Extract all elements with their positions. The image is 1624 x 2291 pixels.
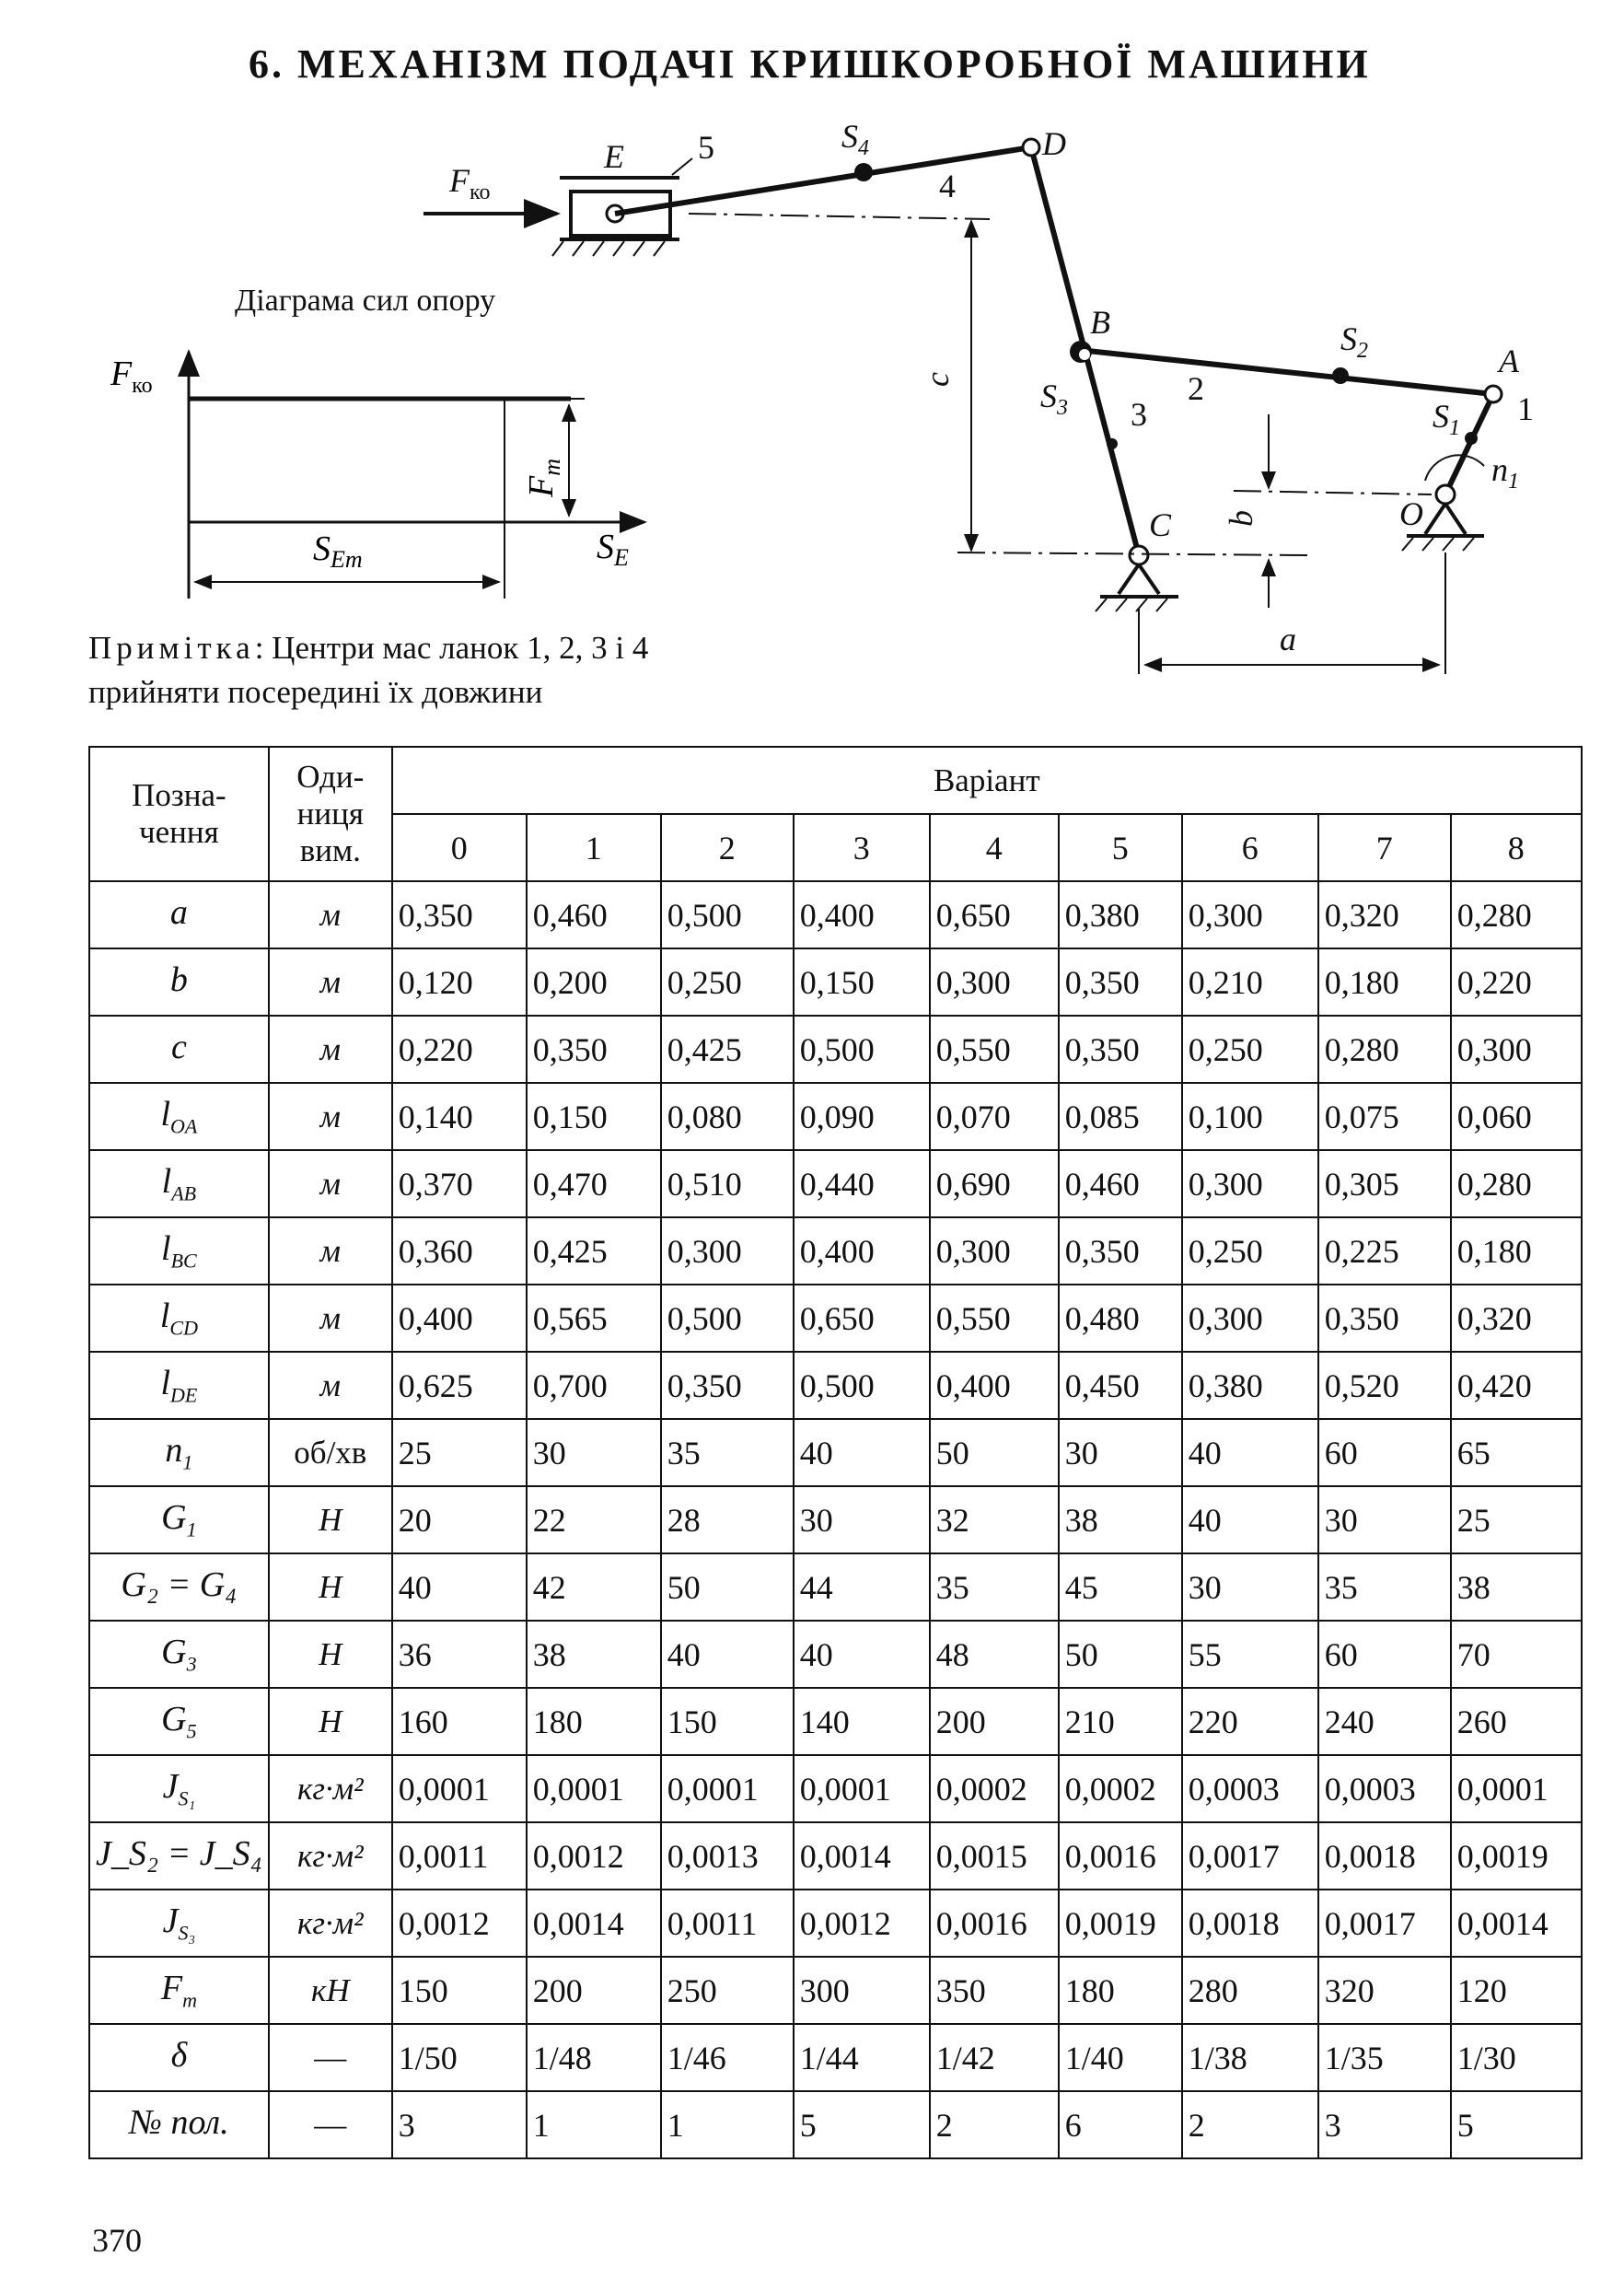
diagram-caption: Діаграма сил опору [235, 284, 496, 318]
joint-d [1023, 139, 1039, 156]
table-cell: 0,0017 [1182, 1822, 1318, 1890]
table-cell: 30 [1059, 1419, 1182, 1486]
parameter-symbol: $l_{AB}$ [89, 1150, 269, 1217]
table-cell: 0,180 [1318, 948, 1451, 1016]
note-text: : Центри мас ланок 1, 2, 3 і 4 [254, 630, 649, 666]
table-cell: 32 [930, 1486, 1059, 1553]
table-row [89, 1419, 1582, 1486]
table-cell: 0,500 [661, 881, 794, 948]
table-cell: 0,0001 [661, 1755, 794, 1822]
svg-text:S2: $S_2$ [1340, 320, 1368, 363]
parameter-symbol: δ [89, 2024, 269, 2091]
table-body [89, 881, 1582, 2158]
table-cell: 48 [930, 1621, 1059, 1688]
table-cell: 0,0019 [1451, 1822, 1582, 1890]
svg-text:c: c [919, 372, 956, 387]
svg-text:3: 3 [1131, 396, 1147, 433]
link-2 [1079, 350, 1493, 394]
table-cell: 0,0011 [661, 1890, 794, 1957]
resistance-force-diagram [110, 352, 644, 599]
table-cell: 0,350 [392, 881, 527, 948]
joint-o [1436, 485, 1455, 504]
parameter-unit: м [269, 1150, 392, 1217]
svg-text:E: E [604, 138, 624, 175]
page-title: 6. МЕХАНІЗМ ПОДАЧІ КРИШКОРОБНОЇ МАШИНИ [249, 41, 1371, 87]
table-cell: 0,500 [794, 1352, 930, 1419]
parameter-unit: об/хв [269, 1419, 392, 1486]
table-row [89, 1688, 1582, 1755]
table-cell: 0,0001 [392, 1755, 527, 1822]
table-cell: 36 [392, 1621, 527, 1688]
svg-text:O: O [1399, 495, 1423, 532]
table-cell: 0,280 [1451, 881, 1582, 948]
table-cell: 0,550 [930, 1016, 1059, 1083]
table-cell: 220 [1182, 1688, 1318, 1755]
table-row [89, 1957, 1582, 2024]
force-axis-label: $F_{ко}$ [110, 355, 153, 398]
table-cell: 65 [1451, 1419, 1582, 1486]
table-cell: 0,280 [1451, 1150, 1582, 1217]
header-variant: Варіант [392, 747, 1582, 814]
parameter-unit: — [269, 2091, 392, 2158]
parameter-unit: кН [269, 1957, 392, 2024]
table-cell: 0,0013 [661, 1822, 794, 1890]
table-cell: 0,0001 [527, 1755, 661, 1822]
variant-header-0: 0 [392, 814, 527, 881]
table-cell: 140 [794, 1688, 930, 1755]
table-cell: 40 [661, 1621, 794, 1688]
table-cell: 0,0016 [1059, 1822, 1182, 1890]
table-cell: 25 [392, 1419, 527, 1486]
table-cell: 0,320 [1318, 881, 1451, 948]
table-cell: 150 [392, 1957, 527, 2024]
table-cell: 0,380 [1182, 1352, 1318, 1419]
table-cell: 240 [1318, 1688, 1451, 1755]
parameter-unit: кг·м² [269, 1822, 392, 1890]
svg-text:1: 1 [1517, 390, 1534, 427]
table-cell: 0,0014 [794, 1822, 930, 1890]
table-cell: 0,220 [1451, 948, 1582, 1016]
table-cell: 28 [661, 1486, 794, 1553]
svg-text:a: a [1280, 621, 1296, 657]
table-cell: 0,150 [794, 948, 930, 1016]
table-cell: 0,150 [527, 1083, 661, 1150]
table-row [89, 1621, 1582, 1688]
parameter-unit: м [269, 1217, 392, 1285]
table-cell: 0,350 [1059, 948, 1182, 1016]
table-row [89, 1890, 1582, 1957]
table-row [89, 1822, 1582, 1890]
table-row [89, 2091, 1582, 2158]
parameter-symbol: J_S₂ = J_S₄ [89, 1822, 269, 1890]
table-cell: 160 [392, 1688, 527, 1755]
table-cell: 1/30 [1451, 2024, 1582, 2091]
table-cell: 0,565 [527, 1285, 661, 1352]
table-cell: 1/50 [392, 2024, 527, 2091]
table-cell: 35 [661, 1419, 794, 1486]
table-row [89, 2024, 1582, 2091]
table-cell: 50 [930, 1419, 1059, 1486]
table-cell: 0,300 [1451, 1016, 1582, 1083]
note [88, 626, 648, 715]
parameter-unit: Н [269, 1486, 392, 1553]
table-cell: 0,140 [392, 1083, 527, 1150]
table-cell: 0,400 [794, 881, 930, 948]
table-cell: 0,0018 [1318, 1822, 1451, 1890]
svg-text:D: D [1042, 125, 1066, 162]
table-cell: 60 [1318, 1621, 1451, 1688]
table-cell: 0,0011 [392, 1822, 527, 1890]
table-cell: 0,250 [1182, 1016, 1318, 1083]
parameter-symbol: G₂ = G₄ [89, 1553, 269, 1621]
joint-c [1130, 546, 1148, 564]
table-row [89, 1150, 1582, 1217]
table-row [89, 1553, 1582, 1621]
parameter-symbol: $J_{S_1}$ [89, 1755, 269, 1822]
parameter-unit: Н [269, 1688, 392, 1755]
table-cell: 1/40 [1059, 2024, 1182, 2091]
table-cell: 1 [661, 2091, 794, 2158]
variant-header-6: 6 [1182, 814, 1318, 881]
table-cell: 0,650 [794, 1285, 930, 1352]
table-cell: 0,250 [661, 948, 794, 1016]
table-cell: 260 [1451, 1688, 1582, 1755]
table-cell: 1/48 [527, 2024, 661, 2091]
table-cell: 0,120 [392, 948, 527, 1016]
variant-header-5: 5 [1059, 814, 1182, 881]
table-cell: 0,0012 [392, 1890, 527, 1957]
table-cell: 0,480 [1059, 1285, 1182, 1352]
table-cell: 35 [930, 1553, 1059, 1621]
table-row [89, 948, 1582, 1016]
table-cell: 0,0014 [527, 1890, 661, 1957]
mechanism-labels [448, 118, 1534, 657]
table-cell: 2 [930, 2091, 1059, 2158]
parameter-unit: м [269, 1083, 392, 1150]
table-cell: 35 [1318, 1553, 1451, 1621]
table-cell: 0,0001 [1451, 1755, 1582, 1822]
table-cell: 0,690 [930, 1150, 1059, 1217]
table-row [89, 881, 1582, 948]
parameter-symbol: $n_1$ [89, 1419, 269, 1486]
table-cell: 45 [1059, 1553, 1182, 1621]
table-cell: 0,0019 [1059, 1890, 1182, 1957]
table-cell: 200 [527, 1957, 661, 2024]
parameter-unit: м [269, 1285, 392, 1352]
parameter-symbol: $l_{BC}$ [89, 1217, 269, 1285]
table-cell: 0,0017 [1318, 1890, 1451, 1957]
table-cell: 55 [1182, 1621, 1318, 1688]
variant-header-7: 7 [1318, 814, 1451, 881]
table-cell: 0,350 [1318, 1285, 1451, 1352]
variant-header-1: 1 [527, 814, 661, 881]
table-cell: 38 [1451, 1553, 1582, 1621]
parameter-unit: кг·м² [269, 1890, 392, 1957]
table-cell: 0,200 [527, 948, 661, 1016]
table-row [89, 1083, 1582, 1150]
table-cell: 0,400 [794, 1217, 930, 1285]
svg-text:A: A [1499, 343, 1519, 379]
table-cell: 0,220 [392, 1016, 527, 1083]
table-row [89, 1486, 1582, 1553]
table-cell: 0,080 [661, 1083, 794, 1150]
table-cell: 0,460 [1059, 1150, 1182, 1217]
table-cell: 1/38 [1182, 2024, 1318, 2091]
table-cell: 5 [1451, 2091, 1582, 2158]
parameter-symbol: $G_5$ [89, 1688, 269, 1755]
table-cell: 30 [527, 1419, 661, 1486]
table-cell: 300 [794, 1957, 930, 2024]
table-cell: 0,350 [527, 1016, 661, 1083]
variant-header-3: 3 [794, 814, 930, 881]
svg-text:C: C [1149, 506, 1172, 543]
table-cell: 0,700 [527, 1352, 661, 1419]
note-text-2: прийняти посередині їх довжини [88, 674, 543, 710]
parameter-symbol: c [89, 1016, 269, 1083]
table-cell: 30 [1318, 1486, 1451, 1553]
table-cell: 0,350 [1059, 1217, 1182, 1285]
parameter-symbol: a [89, 881, 269, 948]
header-designation: Позна- чення [89, 747, 269, 881]
link-4 [615, 147, 1031, 214]
parameter-symbol: $l_{CD}$ [89, 1285, 269, 1352]
parameter-unit: м [269, 1352, 392, 1419]
table-cell: 0,300 [930, 1217, 1059, 1285]
table-cell: 0,300 [1182, 881, 1318, 948]
table-cell: 0,280 [1318, 1016, 1451, 1083]
table-cell: 180 [527, 1688, 661, 1755]
table-cell: 0,250 [1182, 1217, 1318, 1285]
table-cell: 0,425 [661, 1016, 794, 1083]
table-cell: 0,320 [1451, 1285, 1582, 1352]
parameter-symbol: $F_m$ [89, 1957, 269, 2024]
table-cell: 38 [1059, 1486, 1182, 1553]
table-row [89, 1352, 1582, 1419]
table-cell: 0,450 [1059, 1352, 1182, 1419]
table-cell: 0,210 [1182, 948, 1318, 1016]
table-cell: 0,100 [1182, 1083, 1318, 1150]
parameter-symbol: $J_{S_3}$ [89, 1890, 269, 1957]
table-cell: 1/35 [1318, 2024, 1451, 2091]
table-cell: 0,075 [1318, 1083, 1451, 1150]
parameter-unit: — [269, 2024, 392, 2091]
table-cell: 210 [1059, 1688, 1182, 1755]
table-cell: 180 [1059, 1957, 1182, 2024]
mass-center-s3 [1107, 438, 1118, 449]
table-cell: 0,0003 [1182, 1755, 1318, 1822]
table-cell: 0,0001 [794, 1755, 930, 1822]
table-cell: 3 [1318, 2091, 1451, 2158]
parameter-unit: кг·м² [269, 1755, 392, 1822]
variant-header-8: 8 [1451, 814, 1582, 881]
table-cell: 38 [527, 1621, 661, 1688]
svg-text:S1: $S_1$ [1433, 398, 1460, 440]
parameter-symbol: $l_{OA}$ [89, 1083, 269, 1150]
table-cell: 0,370 [392, 1150, 527, 1217]
table-cell: 40 [794, 1621, 930, 1688]
table-row [89, 1285, 1582, 1352]
table-cell: 0,0003 [1318, 1755, 1451, 1822]
parameter-symbol: № пол. [89, 2091, 269, 2158]
fm-label: $F_m$ [522, 459, 565, 497]
table-cell: 0,500 [661, 1285, 794, 1352]
parameter-symbol: $G_3$ [89, 1621, 269, 1688]
variant-header-4: 4 [930, 814, 1059, 881]
table-cell: 0,400 [930, 1352, 1059, 1419]
table-cell: 0,500 [794, 1016, 930, 1083]
table-cell: 280 [1182, 1957, 1318, 2024]
table-cell: 0,550 [930, 1285, 1059, 1352]
parameter-unit: м [269, 948, 392, 1016]
joint-a [1485, 386, 1502, 402]
table-cell: 6 [1059, 2091, 1182, 2158]
table-cell: 60 [1318, 1419, 1451, 1486]
table-cell: 20 [392, 1486, 527, 1553]
table-cell: 0,0012 [527, 1822, 661, 1890]
table-cell: 0,0014 [1451, 1890, 1582, 1957]
table-cell: 25 [1451, 1486, 1582, 1553]
table-cell: 0,420 [1451, 1352, 1582, 1419]
table-cell: 0,0016 [930, 1890, 1059, 1957]
parameter-symbol: $G_1$ [89, 1486, 269, 1553]
sem-label: $S_{Em}$ [313, 529, 363, 573]
parameter-symbol: $l_{DE}$ [89, 1352, 269, 1419]
svg-text:n1: $n_1$ [1491, 451, 1519, 494]
table-cell: 0,350 [1059, 1016, 1182, 1083]
table-cell: 0,225 [1318, 1217, 1451, 1285]
table-cell: 0,305 [1318, 1150, 1451, 1217]
svg-text:5: 5 [698, 129, 714, 166]
table-cell: 0,300 [930, 948, 1059, 1016]
svg-text:B: B [1090, 304, 1110, 341]
table-cell: 1 [527, 2091, 661, 2158]
table-cell: 250 [661, 1957, 794, 2024]
table-cell: 3 [392, 2091, 527, 2158]
table-cell: 0,625 [392, 1352, 527, 1419]
note-label: Примітка [88, 630, 255, 666]
se-label: $S_E$ [597, 528, 629, 571]
table-cell: 50 [1059, 1621, 1182, 1688]
table-cell: 42 [527, 1553, 661, 1621]
mass-center-s2 [1332, 367, 1349, 384]
svg-text:S3: $S_3$ [1040, 378, 1068, 420]
parameter-unit: Н [269, 1621, 392, 1688]
table-cell: 30 [1182, 1553, 1318, 1621]
table-cell: 0,090 [794, 1083, 930, 1150]
table-cell: 0,380 [1059, 881, 1182, 948]
table-cell: 1/42 [930, 2024, 1059, 2091]
table-cell: 0,460 [527, 881, 661, 948]
svg-text:S4: $S_4$ [841, 118, 869, 160]
table-cell: 22 [527, 1486, 661, 1553]
table-cell: 0,0012 [794, 1890, 930, 1957]
table-cell: 0,470 [527, 1150, 661, 1217]
table-cell: 44 [794, 1553, 930, 1621]
svg-text:b: b [1223, 510, 1259, 527]
parameters-table [88, 746, 1583, 2159]
table-cell: 0,0018 [1182, 1890, 1318, 1957]
table-cell: 1/46 [661, 2024, 794, 2091]
svg-text:4: 4 [939, 168, 956, 204]
table-cell: 0,350 [661, 1352, 794, 1419]
table-cell: 50 [661, 1553, 794, 1621]
table-cell: 150 [661, 1688, 794, 1755]
table-cell: 0,060 [1451, 1083, 1582, 1150]
table-cell: 0,0002 [1059, 1755, 1182, 1822]
table-cell: 0,300 [661, 1217, 794, 1285]
table-row [89, 1217, 1582, 1285]
table-row [89, 1755, 1582, 1822]
table-cell: 0,0002 [930, 1755, 1059, 1822]
table-cell: 0,300 [1182, 1150, 1318, 1217]
parameter-symbol: b [89, 948, 269, 1016]
mass-center-s1 [1465, 432, 1478, 445]
mass-center-s4 [854, 163, 873, 181]
page-number: 370 [92, 2222, 142, 2259]
table-cell: 0,520 [1318, 1352, 1451, 1419]
table-cell: 0,070 [930, 1083, 1059, 1150]
parameter-unit: м [269, 881, 392, 948]
table-cell: 120 [1451, 1957, 1582, 2024]
table-cell: 0,085 [1059, 1083, 1182, 1150]
table-cell: 0,510 [661, 1150, 794, 1217]
svg-text:Fко: $F_{ко}$ [449, 162, 491, 204]
table-cell: 40 [392, 1553, 527, 1621]
table-cell: 320 [1318, 1957, 1451, 2024]
table-cell: 0,650 [930, 881, 1059, 948]
table-cell: 0,0015 [930, 1822, 1059, 1890]
table-cell: 0,400 [392, 1285, 527, 1352]
parameter-unit: м [269, 1016, 392, 1083]
table-cell: 0,300 [1182, 1285, 1318, 1352]
table-cell: 0,360 [392, 1217, 527, 1285]
header-unit: Оди- ниця вим. [269, 747, 392, 881]
table-cell: 2 [1182, 2091, 1318, 2158]
table-cell: 0,180 [1451, 1217, 1582, 1285]
table-cell: 70 [1451, 1621, 1582, 1688]
table-row [89, 1016, 1582, 1083]
parameter-unit: Н [269, 1553, 392, 1621]
table-cell: 40 [1182, 1486, 1318, 1553]
table-cell: 40 [1182, 1419, 1318, 1486]
mechanism-schematic [423, 139, 1502, 674]
table-cell: 5 [794, 2091, 930, 2158]
table-cell: 350 [930, 1957, 1059, 2024]
table-cell: 40 [794, 1419, 930, 1486]
table-cell: 0,425 [527, 1217, 661, 1285]
svg-text:2: 2 [1188, 370, 1204, 407]
table-cell: 30 [794, 1486, 930, 1553]
variant-header-2: 2 [661, 814, 794, 881]
table-cell: 200 [930, 1688, 1059, 1755]
table-cell: 1/44 [794, 2024, 930, 2091]
table-cell: 0,440 [794, 1150, 930, 1217]
